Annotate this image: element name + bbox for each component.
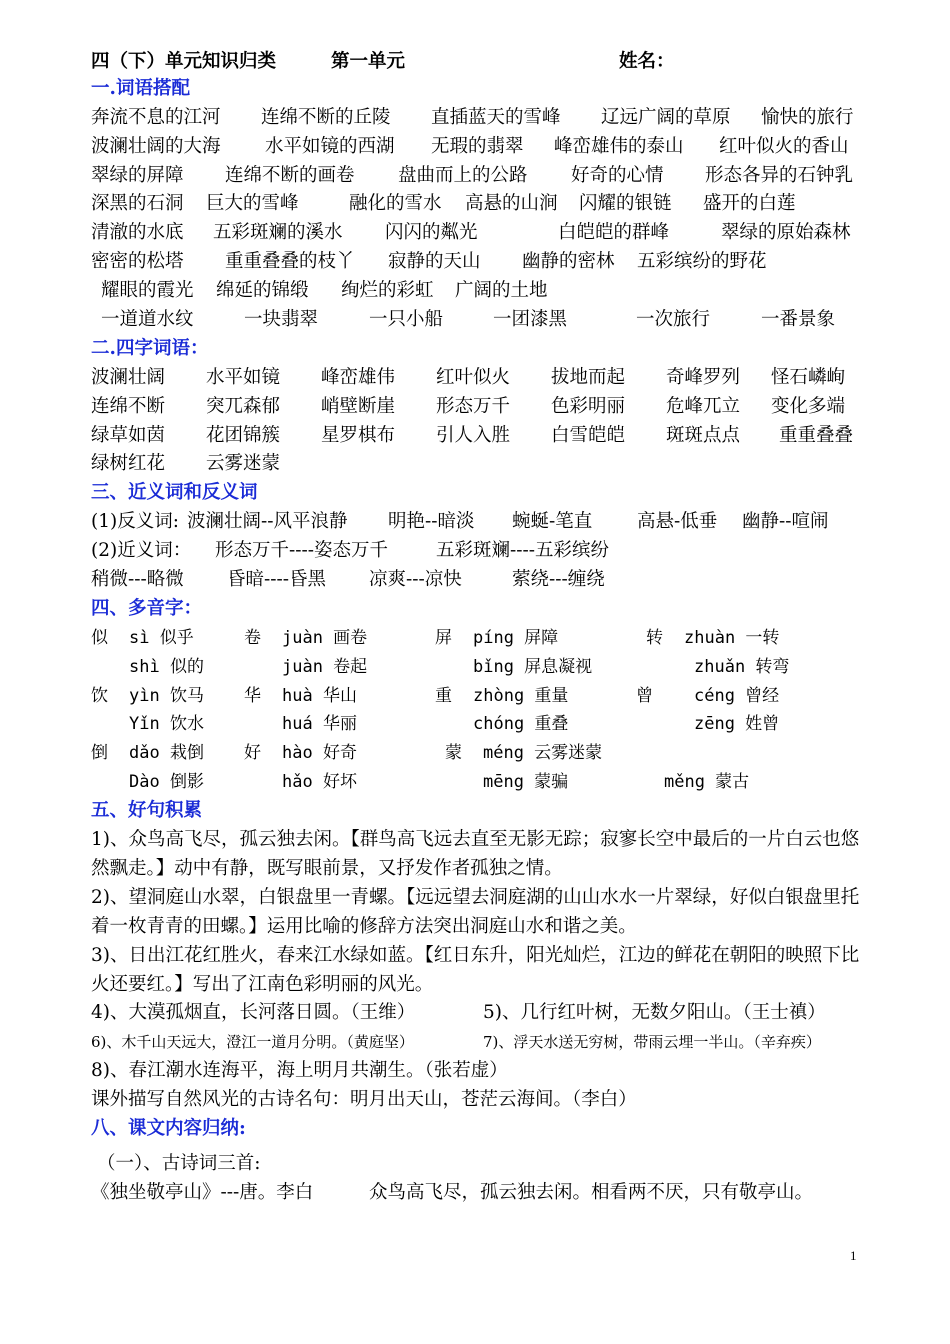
word-pair: 昏暗----昏黑: [227, 569, 327, 591]
idiom: 峭壁断崖: [321, 395, 396, 417]
phrase: 好奇的心情: [571, 164, 664, 186]
polyphone-char: 华: [244, 685, 261, 706]
word-pair: 高悬-低垂: [637, 511, 718, 533]
phrase: 幽静的密林: [522, 251, 615, 273]
poem-text: 众鸟高飞尽，孤云独去闲。相看两不厌，只有敬亭山。: [369, 1181, 814, 1203]
phrase: 连绵不断的画卷: [225, 164, 355, 186]
polyphone-row: [91, 624, 871, 653]
phrase-row: [91, 277, 871, 306]
doc-title: 四（下）单元知识归类: [91, 51, 277, 72]
pinyin-word: píng 屏障: [473, 627, 559, 648]
idiom: 连绵不断: [91, 395, 166, 417]
poem-line: 6)、木千山天远大，澄江一道月分明。（黄庭坚）: [91, 1033, 414, 1052]
word-pair: 蜿蜒-笔直: [512, 511, 593, 533]
phrase: 盘曲而上的公路: [398, 164, 528, 186]
phrase: 清澈的水底: [91, 222, 184, 244]
subsection-title: （一）、古诗词三首:: [97, 1152, 261, 1174]
phrase: 翠绿的屏障: [91, 164, 184, 186]
phrase: 水平如镜的西湖: [265, 135, 395, 157]
idiom: 白雪皑皑: [551, 424, 626, 446]
idiom: 引人入胜: [436, 424, 511, 446]
synonym-row: [91, 537, 871, 566]
polyphone-row: [91, 739, 871, 768]
pinyin-word: měng 蒙古: [664, 772, 750, 793]
phrase: 高悬的山涧: [465, 193, 558, 215]
unit-label: 第一单元: [331, 51, 406, 72]
pinyin-word: huà 华山: [282, 685, 357, 706]
phrase: 绵延的锦缎: [216, 280, 309, 302]
phrase: 广阔的土地: [455, 280, 548, 302]
phrase-row: [91, 219, 871, 248]
sentence-line: 8)、春江潮水连海平，海上明月共潮生。（张若虚）: [91, 1060, 508, 1082]
phrase-row: [91, 133, 871, 162]
idiom: 突兀森郁: [206, 395, 281, 417]
section-title: 一.词语搭配: [91, 77, 190, 99]
sentence-line: 着一枚青青的田螺。】运用比喻的修辞方法突出洞庭山水和谐之美。: [91, 915, 637, 937]
pinyin-word: chóng 重叠: [473, 714, 569, 735]
idiom: 危峰兀立: [666, 395, 741, 417]
phrase: 一次旅行: [636, 309, 711, 331]
polyphone-char: 转: [646, 627, 663, 648]
idiom: 红叶似火: [436, 366, 511, 388]
pinyin-word: dǎo 栽倒: [129, 743, 204, 764]
name-label: 姓名：: [619, 51, 675, 72]
phrase: 形态各异的石钟乳: [705, 164, 854, 186]
sentence-line: 3)、日出江花红胜火，春来江水绿如蓝。【红日东升，阳光灿烂，江边的鲜花在朝阳的映照下比: [91, 944, 860, 966]
phrase: 红叶似火的香山: [719, 135, 849, 157]
polyphone-char: 倒: [91, 743, 108, 764]
section-title: 八、课文内容归纳:: [91, 1117, 246, 1139]
idiom-row: [91, 364, 871, 393]
pinyin-word: mēng 蒙骗: [483, 772, 569, 793]
idiom: 绿树红花: [91, 453, 166, 475]
pinyin-word: zhuǎn 转弯: [694, 656, 790, 677]
idiom: 重重叠叠: [779, 424, 854, 446]
section-title: 四、多音字：: [91, 597, 203, 619]
idiom: 水平如镜: [206, 366, 281, 388]
polyphone-char: 好: [244, 743, 261, 764]
poem-line: 5)、几行红叶树，无数夕阳山。（王士禛）: [483, 1002, 826, 1024]
phrase-row: [91, 162, 871, 191]
idiom: 拔地而起: [551, 366, 626, 388]
word-pair: 五彩斑斓----五彩缤纷: [436, 540, 610, 562]
sentence-line: 火还要红。】写出了江南色彩明丽的风光。: [91, 973, 434, 995]
phrase: 五彩斑斓的溪水: [213, 222, 343, 244]
phrase: 愉快的旅行: [761, 106, 854, 128]
idiom: 形态万千: [436, 395, 511, 417]
pinyin-word: juàn 画卷: [282, 627, 368, 648]
word-pair: 明艳--暗淡: [388, 511, 475, 533]
antonym-row: [91, 508, 871, 537]
pinyin-word: céng 曾经: [694, 685, 780, 706]
idiom: 峰峦雄伟: [321, 366, 396, 388]
phrase: 闪闪的粼光: [385, 222, 478, 244]
polyphone-row: [91, 768, 871, 797]
phrase: 一道道水纹: [101, 309, 194, 331]
sentence-line: 1)、众鸟高飞尽，孤云独去闲。【群鸟高飞远去直至无影无踪；寂寥长空中最后的一片白云也悠: [91, 829, 860, 851]
idiom: 云雾迷蒙: [206, 453, 281, 475]
phrase: 波澜壮阔的大海: [91, 135, 221, 157]
sentence-line: 2)、望洞庭山水翠，白银盘里一青螺。【远远望去洞庭湖的山山水水一片翠绿，好似白银盘里托: [91, 886, 860, 908]
idiom: 奇峰罗列: [666, 366, 741, 388]
section-title: 五、好句积累: [91, 800, 203, 822]
idiom: 波澜壮阔: [91, 366, 166, 388]
phrase: 一只小船: [369, 309, 444, 331]
idiom: 星罗棋布: [321, 424, 396, 446]
pinyin-word: Dào 倒影: [129, 772, 204, 793]
phrase: 深黑的石洞: [91, 193, 184, 215]
phrase: 寂静的天山: [388, 251, 481, 273]
phrase: 耀眼的霞光: [101, 280, 194, 302]
polyphone-char: 屏: [435, 627, 452, 648]
word-pair: 波澜壮阔--风平浪静: [187, 511, 348, 533]
phrase: 辽远广阔的草原: [601, 106, 731, 128]
polyphone-row: [91, 710, 871, 739]
phrase: 闪耀的银链: [579, 193, 672, 215]
word-pair: 幽静--喧闹: [742, 511, 829, 533]
word-pair: 形态万千----姿态万千: [215, 540, 389, 562]
polyphone-char: 曾: [636, 685, 653, 706]
phrase: 一块翡翠: [244, 309, 319, 331]
pinyin-word: zhòng 重量: [473, 685, 569, 706]
poem-source: 《独坐敬亭山》---唐。李白: [91, 1181, 314, 1203]
pinyin-word: yìn 饮马: [129, 685, 204, 706]
polyphone-char: 蒙: [445, 743, 462, 764]
section-title: 二.四字词语：: [91, 337, 209, 359]
section-title: 三、近义词和反义词: [91, 482, 258, 504]
pinyin-word: hào 好奇: [282, 743, 357, 764]
sentence-line: 课外描写自然风光的古诗名句：明月出天山，苍茫云海间。（李白）: [91, 1089, 637, 1111]
idiom: 斑斑点点: [666, 424, 741, 446]
word-pair: 凉爽---凉快: [369, 569, 462, 591]
sentence-line: [91, 1028, 871, 1057]
idiom: 变化多端: [771, 395, 846, 417]
phrase: 奔流不息的江河: [91, 106, 221, 128]
pinyin-word: méng 云雾迷蒙: [483, 743, 603, 764]
phrase: 白皑皑的群峰: [558, 222, 670, 244]
phrase: 翠绿的原始森林: [721, 222, 851, 244]
phrase: 直插蓝天的雪峰: [431, 106, 561, 128]
poem-line: 7)、浮天水送无穷树，带雨云埋一半山。（辛弃疾）: [483, 1033, 821, 1052]
pinyin-word: shì 似的: [129, 656, 204, 677]
phrase: 一团漆黑: [493, 309, 568, 331]
polyphone-row: [91, 653, 871, 682]
phrase-row: [91, 248, 871, 277]
phrase: 密密的松塔: [91, 251, 184, 273]
phrase: 一番景象: [761, 309, 836, 331]
word-pair: 萦绕---缠绕: [512, 569, 605, 591]
phrase-row: [91, 306, 871, 335]
polyphone-char: 似: [91, 627, 108, 648]
phrase: 盛开的白莲: [703, 193, 796, 215]
synonym-label: (2)近义词：: [91, 540, 192, 562]
pinyin-word: zēng 姓曾: [694, 714, 780, 735]
polyphone-char: 卷: [244, 627, 261, 648]
idiom: 色彩明丽: [551, 395, 626, 417]
sentence-line: [91, 999, 871, 1028]
phrase: 绚烂的彩虹: [341, 280, 434, 302]
poem-line: 4)、大漠孤烟直，长河落日圆。（王维）: [91, 1002, 416, 1024]
polyphone-char: 饮: [91, 685, 108, 706]
pinyin-word: bǐng 屏息凝视: [473, 656, 593, 677]
phrase: 巨大的雪峰: [206, 193, 299, 215]
header-line: [91, 48, 871, 77]
idiom: 绿草如茵: [91, 424, 166, 446]
pinyin-word: sì 似乎: [129, 627, 194, 648]
antonym-label: (1)反义词:: [91, 511, 179, 533]
phrase: 重重叠叠的枝丫: [225, 251, 355, 273]
pinyin-word: Yǐn 饮水: [129, 714, 204, 735]
phrase-row: [91, 104, 871, 133]
pinyin-word: hǎo 好坏: [282, 772, 357, 793]
synonym-row: [91, 566, 871, 595]
document-page: [91, 48, 871, 1208]
poem-row: [91, 1179, 871, 1208]
phrase: 五彩缤纷的野花: [637, 251, 767, 273]
idiom: 怪石嶙峋: [771, 366, 846, 388]
idiom-row: [91, 393, 871, 422]
phrase: 融化的雪水: [349, 193, 442, 215]
polyphone-char: 重: [435, 685, 452, 706]
idiom: 花团锦簇: [206, 424, 281, 446]
phrase: 无瑕的翡翠: [431, 135, 524, 157]
phrase: 连绵不断的丘陵: [261, 106, 391, 128]
polyphone-row: [91, 682, 871, 711]
word-pair: 稍微---略微: [91, 569, 184, 591]
phrase: 峰峦雄伟的泰山: [554, 135, 684, 157]
pinyin-word: huá 华丽: [282, 714, 357, 735]
page-number: 1: [850, 1248, 857, 1263]
phrase-row: [91, 190, 871, 219]
idiom-row: [91, 422, 871, 451]
idiom-row: [91, 450, 871, 479]
pinyin-word: zhuàn 一转: [684, 627, 780, 648]
sentence-line: 然飘走。】动中有静，既写眼前景，又抒发作者孤独之情。: [91, 857, 563, 879]
pinyin-word: juàn 卷起: [282, 656, 368, 677]
